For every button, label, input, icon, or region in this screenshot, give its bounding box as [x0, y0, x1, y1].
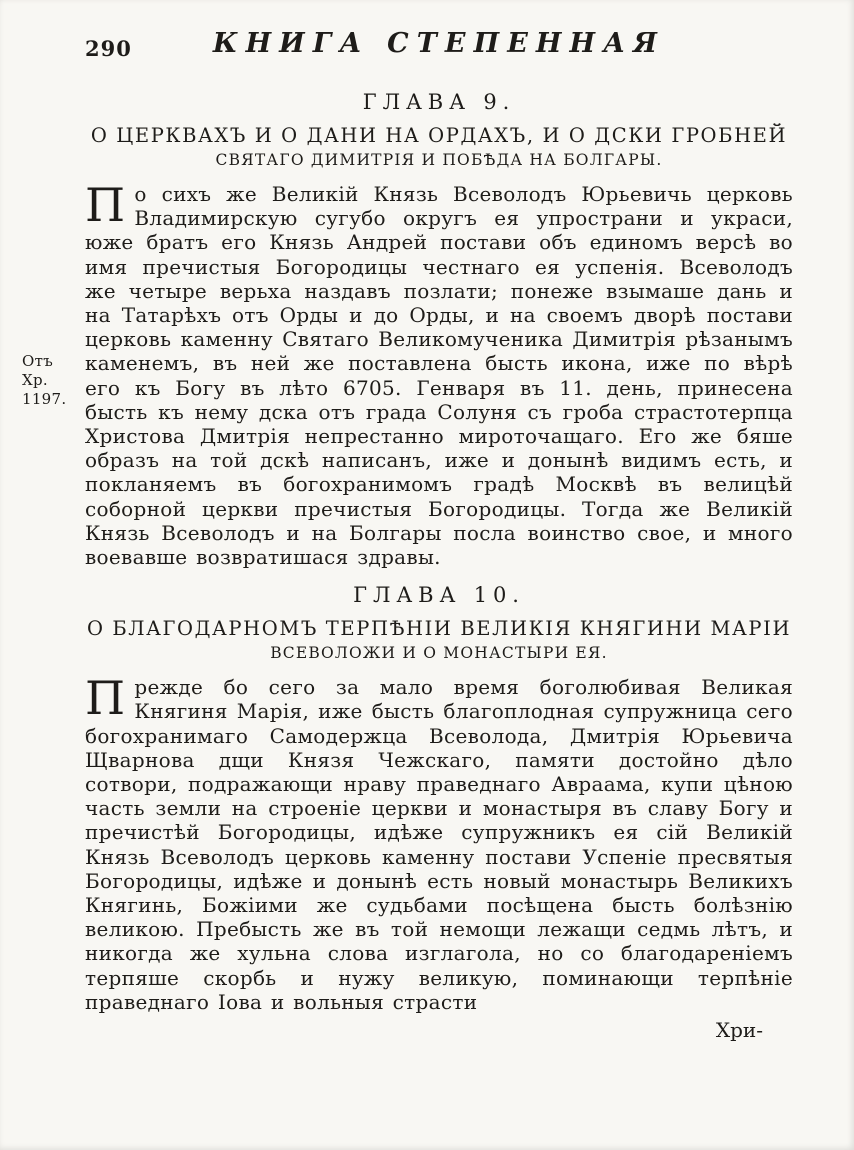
chapter-10-title-line2: ВСЕВОЛОЖИ И О МОНАСТЫРИ ЕЯ. [270, 644, 608, 663]
page-number: 290 [85, 36, 132, 61]
chapter-10-title-line1: О БЛАГОДАРНОМЪ ТЕРПѢНІИ ВЕЛИКІЯ КНЯГИНИ МАРІИ [86, 617, 792, 641]
margin-note-date [22, 352, 82, 409]
chapter-9-body-text: о сихъ же Великій Князь Всеволодъ Юрьевичь церковь Владимирскую сугубо округъ ея упространи и украси, юже братъ его Князь Андрей постави объ единомъ версѣ во имя пречистыя Богородицы честнаго ея успенія. Всеволодъ же четыре верьха наздавъ позлати; понеже взымаше дань и на Татарѣхъ отъ Орды и до Орды, и на своемъ дворѣ постави церковь каменну Святаго Великомученика Димитрія рѣзанымъ каменемъ, въ ней же поставлена бысть икона, иже по вѣрѣ его къ Богу въ лѣто 6705. Генваря въ 11. день, принесена бысть къ нему дска отъ града Солуня съ гроба страстотерпца Христова Дмитрія непрестанно мироточащаго. Его же бяше образъ на той дскѣ написанъ, иже и донынѣ видимъ есть, и покланяемъ въ богохранимомъ градѣ Москвѣ въ велицѣй соборной церкви пречистыя Богородицы. Тогда же Великій Князь Всеволодъ и на Болгары посла воинство свое, и много воевавше возвратишася здравы. [85, 182, 793, 570]
chapter-9-heading: ГЛАВА 9. [362, 90, 516, 114]
chapter-10-section [85, 583, 793, 1014]
chapter-9-title-line1: О ЦЕРКВАХЪ И О ДАНИ НА ОРДАХЪ, И О ДСКИ ГРОБНЕЙ [90, 124, 788, 147]
chapter-10-dropcap-initial: П [85, 671, 126, 726]
chapter-10-body-text: режде бо сего за мало время боголюбивая Великая Княгиня Марія, иже бысть благоплодная супружница сего богохранимаго Самодержца Всеволода, Дмитрія Юрьевича Щварнова дщи Князя Чежскаго, памяти достойно дѣло сотвори, подражающи нраву праведнаго Авраама, купи цѣною часть земли на строеніе церкви и монастыря въ славу Богу и пречистѣй Богородицы, идѣже супружникъ ея сій Великій Князь Всеволодъ церковь каменну постави Успеніе пресвятыя Богородицы, идѣже и донынѣ есть новый монастырь Великихъ Княгинь, Божіими же судьбами посѣщена бысть болѣзнію великою. Пребысть же въ той немощи лежащи седмь лѣтъ, и никогда же хульна слова изглагола, но со благодареніемъ терпяше скорбь и нужу великую, поминающи терпѣніе праведнаго Іова и вольныя страсти [85, 675, 793, 1014]
chapter-9-paragraph [85, 178, 793, 570]
chapter-10-paragraph [85, 671, 793, 1014]
chapter-10-heading: ГЛАВА 10. [353, 583, 525, 608]
catchword: Хри- [715, 1018, 763, 1043]
chapter-9-dropcap-initial: П [85, 178, 126, 232]
running-title: КНИГА СТЕПЕННАЯ [212, 28, 666, 59]
page-header [85, 26, 793, 76]
text-block [85, 26, 793, 1042]
chapter-9-title-line2: СВЯТАГО ДИМИТРІЯ И ПОБѢДА НА БОЛГАРЫ. [215, 151, 663, 169]
margin-note-line1: Отъ Хр. [22, 352, 54, 389]
margin-note-line2: 1197. [22, 390, 67, 408]
chapter-9-section [85, 90, 793, 569]
